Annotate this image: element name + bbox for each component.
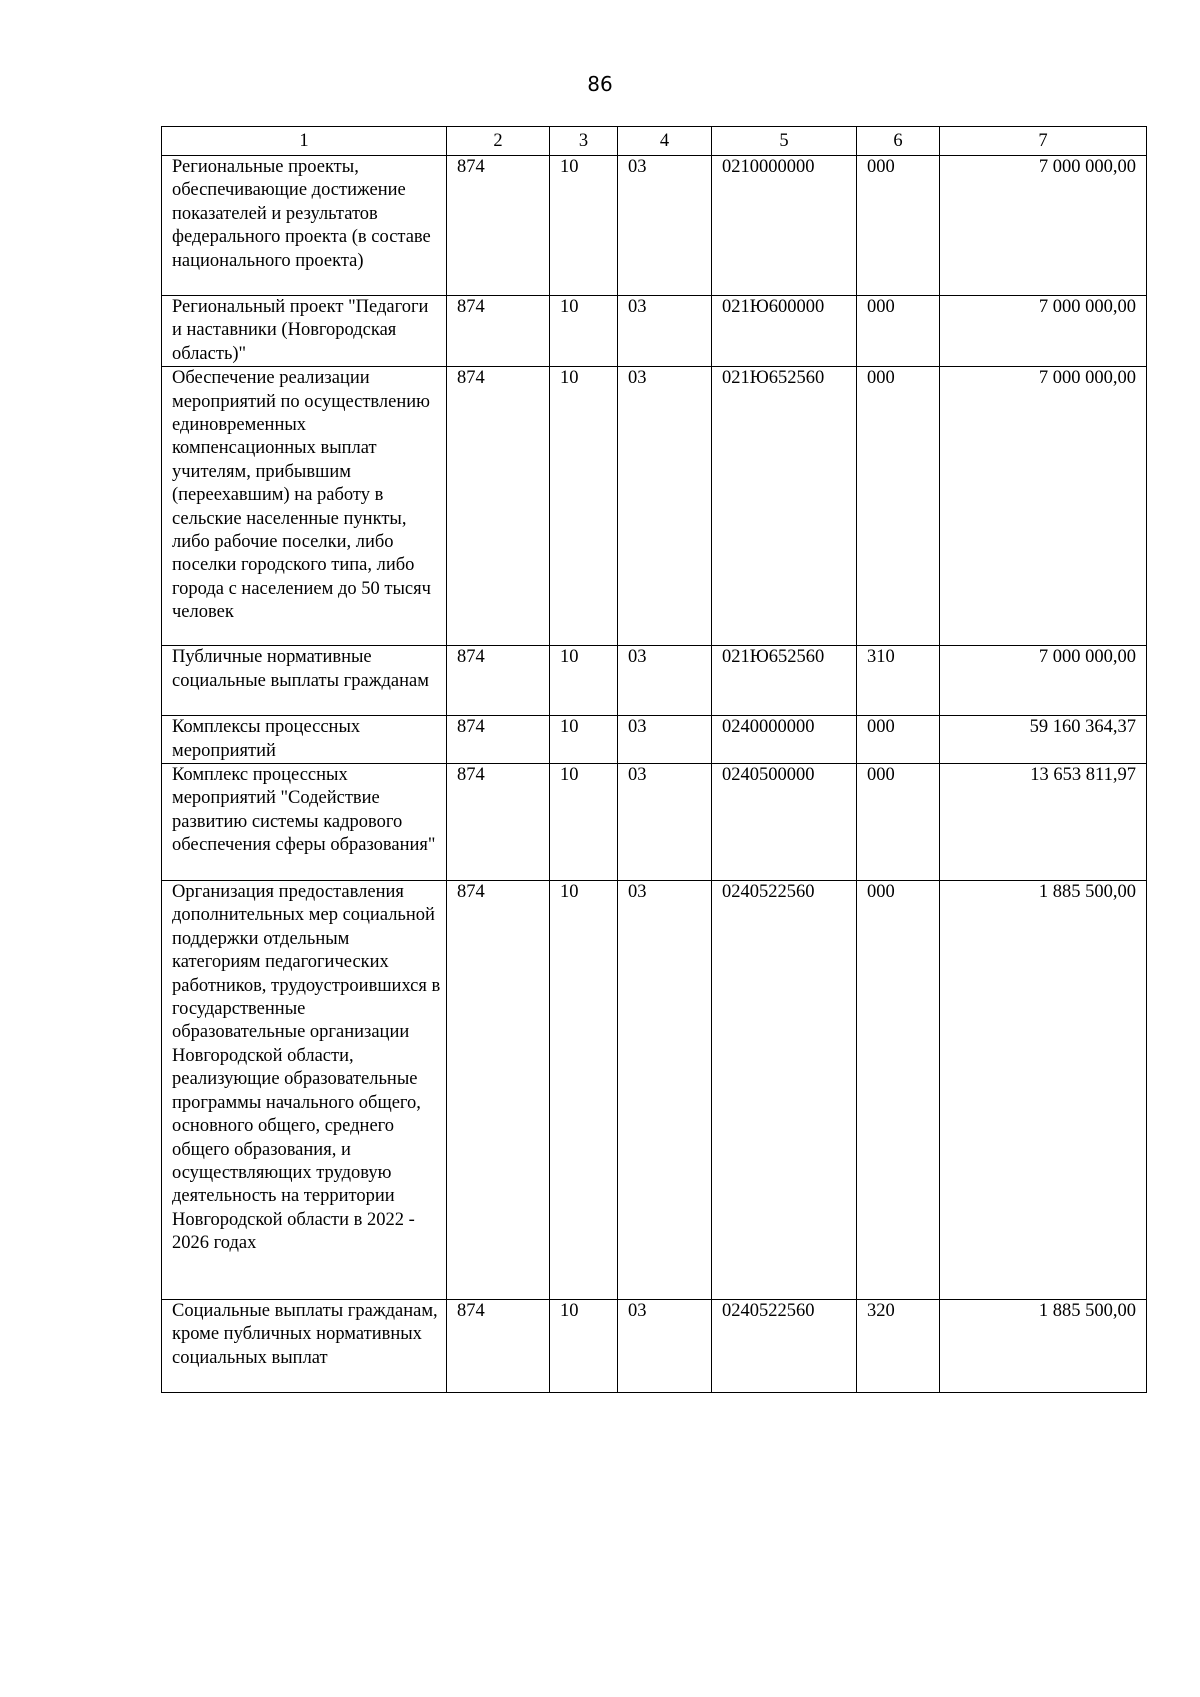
row-col-4: 03 [618, 156, 712, 296]
table-row [162, 296, 1147, 367]
header-col-4: 4 [618, 127, 712, 156]
table-row [162, 1300, 1147, 1393]
header-col-7: 7 [940, 127, 1147, 156]
row-name: Региональный проект "Педагоги и наставники (Новгородская область)" [162, 296, 447, 367]
table-body [162, 156, 1147, 1393]
row-col-4: 03 [618, 296, 712, 367]
row-col-5: 021Ю652560 [712, 646, 857, 716]
row-name: Публичные нормативные социальные выплаты гражданам [162, 646, 447, 716]
row-col-6: 310 [857, 646, 940, 716]
row-col-2: 874 [447, 1300, 550, 1393]
table-row [162, 156, 1147, 296]
row-col-2: 874 [447, 646, 550, 716]
row-col-3: 10 [550, 296, 618, 367]
row-col-4: 03 [618, 881, 712, 1300]
row-col-3: 10 [550, 881, 618, 1300]
row-col-5: 0210000000 [712, 156, 857, 296]
row-amount: 1 885 500,00 [940, 1300, 1147, 1393]
row-col-3: 10 [550, 1300, 618, 1393]
row-col-2: 874 [447, 296, 550, 367]
row-col-5: 0240522560 [712, 881, 857, 1300]
row-name: Комплекс процессных мероприятий "Содействие развитию системы кадрового обеспечения сферы образования" [162, 764, 447, 881]
row-name: Обеспечение реализации мероприятий по осуществлению единовременных компенсационных выплат учителям, прибывшим (переехавшим) на работу в сельские населенные пункты, либо рабочие поселки, либо поселки городского типа, либо города с населением до 50 тысяч человек [162, 367, 447, 646]
table-row [162, 646, 1147, 716]
row-col-3: 10 [550, 716, 618, 764]
row-col-5: 021Ю652560 [712, 367, 857, 646]
table-row [162, 881, 1147, 1300]
row-amount: 1 885 500,00 [940, 881, 1147, 1300]
row-amount: 59 160 364,37 [940, 716, 1147, 764]
row-col-6: 000 [857, 716, 940, 764]
row-col-4: 03 [618, 764, 712, 881]
row-col-6: 000 [857, 881, 940, 1300]
row-col-2: 874 [447, 716, 550, 764]
row-name: Комплексы процессных мероприятий [162, 716, 447, 764]
header-col-2: 2 [447, 127, 550, 156]
row-col-4: 03 [618, 1300, 712, 1393]
page-number: 86 [587, 72, 613, 96]
row-name: Организация предоставления дополнительных мер социальной поддержки отдельным категориям педагогических работников, трудоустроившихся в государственные образовательные организации Новгородской области, реализующие образовательные программы начального общего, основного общего, среднего общего образования, и осуществляющих трудовую деятельность на территории Новгородской области в 2022 - 2026 годах [162, 881, 447, 1300]
row-col-6: 000 [857, 367, 940, 646]
row-amount: 7 000 000,00 [940, 156, 1147, 296]
row-col-3: 10 [550, 764, 618, 881]
row-col-3: 10 [550, 367, 618, 646]
row-col-3: 10 [550, 646, 618, 716]
row-col-5: 021Ю600000 [712, 296, 857, 367]
row-col-6: 000 [857, 156, 940, 296]
row-col-4: 03 [618, 646, 712, 716]
table-row [162, 716, 1147, 764]
row-amount: 13 653 811,97 [940, 764, 1147, 881]
header-row [162, 127, 1147, 156]
table-header [162, 127, 1147, 156]
row-col-3: 10 [550, 156, 618, 296]
row-col-2: 874 [447, 156, 550, 296]
row-col-6: 000 [857, 764, 940, 881]
table-row [162, 367, 1147, 646]
row-col-2: 874 [447, 764, 550, 881]
row-col-6: 320 [857, 1300, 940, 1393]
row-col-6: 000 [857, 296, 940, 367]
row-name: Региональные проекты, обеспечивающие достижение показателей и результатов федерального проекта (в составе национального проекта) [162, 156, 447, 296]
row-col-5: 0240522560 [712, 1300, 857, 1393]
row-col-4: 03 [618, 716, 712, 764]
row-col-2: 874 [447, 881, 550, 1300]
header-col-3: 3 [550, 127, 618, 156]
table-row [162, 764, 1147, 881]
header-col-1: 1 [162, 127, 447, 156]
row-col-4: 03 [618, 367, 712, 646]
budget-table [161, 126, 1147, 1393]
row-amount: 7 000 000,00 [940, 296, 1147, 367]
row-amount: 7 000 000,00 [940, 646, 1147, 716]
row-col-5: 0240500000 [712, 764, 857, 881]
row-amount: 7 000 000,00 [940, 367, 1147, 646]
row-col-2: 874 [447, 367, 550, 646]
header-col-6: 6 [857, 127, 940, 156]
row-name: Социальные выплаты гражданам, кроме публичных нормативных социальных выплат [162, 1300, 447, 1393]
header-col-5: 5 [712, 127, 857, 156]
row-col-5: 0240000000 [712, 716, 857, 764]
